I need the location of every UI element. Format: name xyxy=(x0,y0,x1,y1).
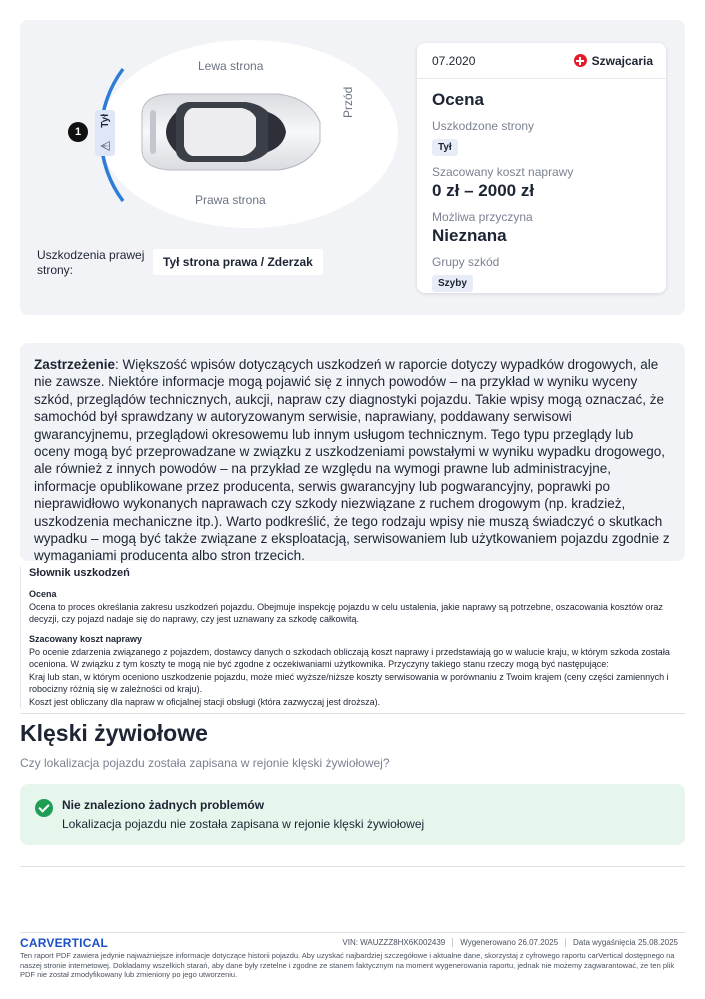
damage-info-card xyxy=(417,43,666,293)
damaged-side-tag: Tył xyxy=(432,139,458,156)
damage-group-tag: Szyby xyxy=(432,275,473,292)
footer-meta xyxy=(335,938,685,947)
right-damage-value: Tył strona prawa / Zderzak xyxy=(153,249,323,275)
damage-date: 07.2020 xyxy=(432,53,476,68)
damage-panel xyxy=(20,20,685,315)
glossary-bullet-1: Kraj lub stan, w którym oceniono uszkodzenie pojazdu, może mieć wyższe/niższe koszty serwisowania w porównaniu z Twoim krajem (ceny części zamiennych i robocizny różnią się w zależności od kraju). xyxy=(29,672,669,694)
repair-cost-value: 0 zł – 2000 zł xyxy=(432,181,535,200)
card-title: Ocena xyxy=(432,90,484,109)
right-side-label: Prawa strona xyxy=(195,193,266,207)
section-divider xyxy=(20,713,685,714)
left-side-label: Lewa strona xyxy=(198,59,264,73)
front-label: Przód xyxy=(341,86,355,118)
damage-country xyxy=(574,54,653,68)
repair-cost-label: Szacowany koszt naprawy xyxy=(432,165,574,179)
cause-value: Nieznana xyxy=(432,226,507,245)
carvertical-logo: CARVERTICAL xyxy=(20,936,108,950)
damaged-sides-label: Uszkodzone strony xyxy=(432,119,535,133)
swiss-flag-icon xyxy=(574,54,587,67)
glossary-term-assessment: Ocena xyxy=(29,589,57,599)
section-title-disasters: Klęski żywiołowe xyxy=(20,720,208,746)
country-name: Szwajcaria xyxy=(591,53,653,68)
footer-note: Ten raport PDF zawiera jedynie najważniejsze informacje dotyczące historii pojazdu. Aby uzyskać najbardziej szczegółowe i aktualne dane, skorzystaj z cyfrowego raportu carVertical dostępnego na naszej stronie internetowej. Dokładamy wszelkich starań, aby dane były rzetelne i zgodne ze stanem faktycznym na moment wygenerowania raportu, jednak nie możemy zagwarantować, że ten plik PDF nie został zmodyfikowany lub zmieniony po jego utworzeniu. xyxy=(20,951,675,979)
rear-damage-badge xyxy=(95,110,115,156)
disclaimer-box xyxy=(20,343,685,564)
footer-generated: Wygenerowano 26.07.2025 xyxy=(452,938,565,947)
no-problems-title: Nie znaleziono żadnych problemów xyxy=(62,798,265,812)
damage-glossary xyxy=(20,567,685,708)
damage-groups-label: Grupy szkód xyxy=(432,255,500,269)
glossary-def-cost: Po ocenie zdarzenia związanego z pojazdem, dostawcy danych o szkodach obliczają koszt naprawy i przedstawiają go w walucie kraju, w którym szkoda została oceniona. W związku z tym koszty te mogą nie być zgodne z oczekiwaniami użytkownika. Przyczyny takiego stanu rzeczy mogą być następujące: xyxy=(29,647,670,669)
warning-triangle-icon: ⚠ xyxy=(97,140,112,152)
card-body xyxy=(417,79,666,292)
no-problems-box xyxy=(20,784,685,845)
section-divider-2 xyxy=(20,866,685,867)
check-circle-icon xyxy=(35,799,53,817)
disclaimer-lead: Zastrzeżenie xyxy=(34,357,116,372)
glossary-term-cost: Szacowany koszt naprawy xyxy=(29,634,143,644)
rear-label: Tył xyxy=(99,114,111,128)
damage-marker: 1 xyxy=(68,122,88,142)
footer-divider xyxy=(20,932,685,933)
glossary-bullet-2: Koszt jest obliczany dla napraw w oficjalnej stacji obsługi (która zazwyczaj jest droższa). xyxy=(29,697,381,707)
car-top-view-icon xyxy=(128,82,324,182)
card-header xyxy=(417,43,666,79)
footer-expires: Data wygaśnięcia 25.08.2025 xyxy=(565,938,685,947)
right-damage-label: Uszkodzenia prawej strony: xyxy=(37,248,145,277)
disasters-question: Czy lokalizacja pojazdu została zapisana w rejonie klęski żywiołowej? xyxy=(20,756,390,770)
no-problems-text: Lokalizacja pojazdu nie została zapisana w rejonie klęski żywiołowej xyxy=(62,817,425,831)
disclaimer-text: : Większość wpisów dotyczących uszkodzeń w raporcie dotyczy wypadków drogowych, ale nie zawsze. Niektóre informacje mogą pojawić się z innych powodów – na przykład w wyniku wyceny szkód, przeglądów technicznych, aukcji, napraw czy diagnostyki pojazdu. Takie wpisy mogą oznaczać, że samochód był sprawdzany w autoryzowanym serwisie, naprawiany, poddawany serwisowi gwarancyjnemu, przeglądowi okresowemu lub innym usługom technicznym. Tego typu przeglądy lub oceny mogą być przeprowadzane w związku z uszkodzeniami powstałymi w wyniku wypadku drogowego, ale również z innych powodów – na przykład ze względu na wymogi prawne lub administracyjne, informacje opublikowane przez producenta, serwis gwarancyjny lub pogwarancyjny, poprawki po nieprawidłowo wykonanych naprawach czy szkody niezwiązane z ruchem drogowym (np. kradzież, uszkodzenia mechaniczne itp.). Warto podkreślić, że tego rodzaju wpisy nie muszą świadczyć o skutkach wypadku – mogą być także związane z eksploatacją, serwisowaniem lub użytkowaniem pojazdu zgodnie z wymaganiami producenta albo stron trzecich. xyxy=(34,357,670,564)
glossary-title: Słownik uszkodzeń xyxy=(29,567,130,579)
glossary-def-assessment: Ocena to proces określania zakresu uszkodzeń pojazdu. Obejmuje inspekcję pojazdu w celu ustalenia, jakie naprawy są potrzebne, oszacowania kosztów oraz decyzji, czy pojazd nadaje się do naprawy, czy jest uznawany za szkodę całkowitą. xyxy=(29,602,663,624)
footer-vin: VIN: WAUZZZ8HX6K002439 xyxy=(342,938,446,947)
cause-label: Możliwa przyczyna xyxy=(432,210,533,224)
